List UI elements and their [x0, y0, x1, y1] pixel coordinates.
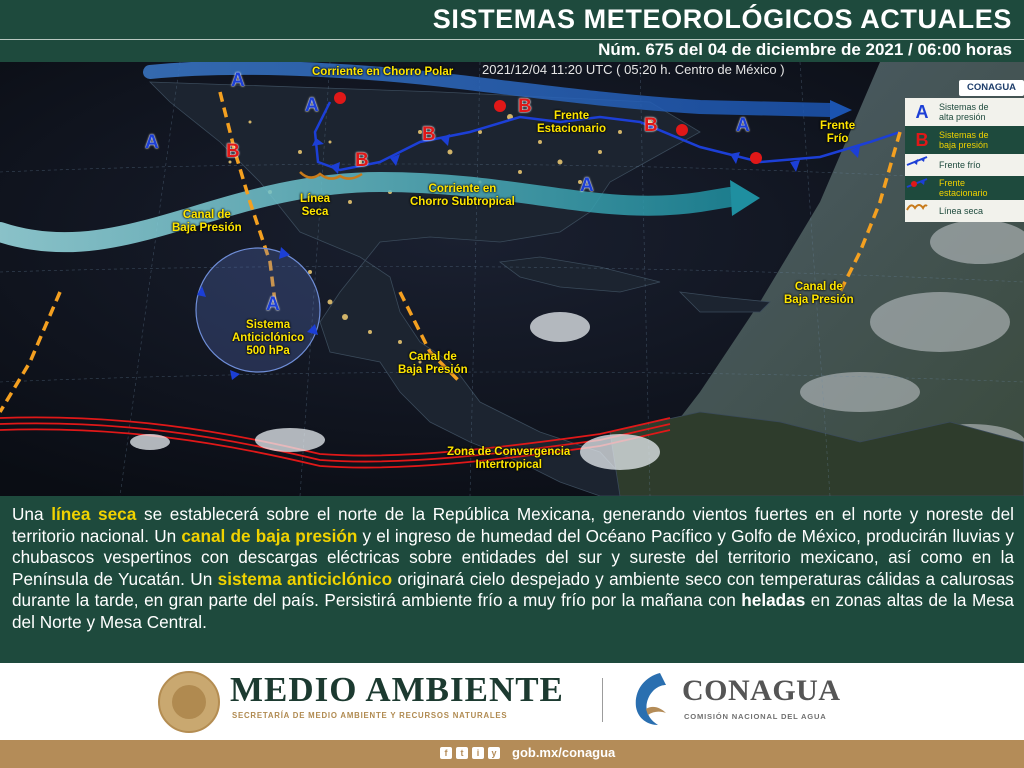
website-link[interactable]: gob.mx/conagua	[512, 745, 616, 760]
logo-divider	[602, 678, 603, 722]
highlight-frost: heladas	[741, 590, 806, 611]
high-pressure-symbol: A	[305, 95, 319, 116]
label-trough-east: Canal de Baja Presión	[784, 281, 854, 306]
label-trough-west: Canal de Baja Presión	[172, 209, 242, 234]
highlight-anticyclone: sistema anticiclónico	[217, 568, 393, 589]
forecast-text: Una línea seca se establecerá sobre el norte de la República Mexicana, generando vientos fuertes en el norte y noreste del territorio nacional. Un canal de baja presión y el ingreso de humedad del Océano Pacífico y Golfo de México, producirán lluvias y chubascos vespertinos con descargas eléctricas sobre entidades del sur y sureste del territorio mexicano, así como en la Península de Yucatán. Un sistema anticiclónico originará cielo despejado y ambiente seco con temperaturas cálidas a calurosas durante la tarde, en gran parte del país. Persistirá ambiente frío a muy frío por la mañana con heladas en zonas altas de la Mesa del Norte y Mesa Central.	[12, 504, 1014, 632]
medio-ambiente-title: MEDIO AMBIENTE	[230, 670, 564, 709]
high-pressure-symbol: A	[580, 175, 594, 196]
youtube-icon[interactable]: y	[488, 747, 500, 759]
low-pressure-icon: B	[915, 129, 929, 150]
medio-ambiente-subtitle: SECRETARÍA DE MEDIO AMBIENTE Y RECURSOS NATURALES	[232, 711, 508, 720]
map-legend	[905, 80, 1024, 216]
label-trough-central: Canal de Baja Presión	[398, 351, 468, 376]
conagua-title: CONAGUA	[682, 674, 841, 707]
highlight-low-pressure-trough: canal de baja presión	[181, 525, 358, 546]
high-pressure-symbol: A	[231, 70, 245, 91]
low-pressure-symbol: B	[422, 124, 436, 145]
satellite-map	[0, 62, 1024, 496]
low-pressure-symbol: B	[644, 115, 658, 136]
high-pressure-symbol: A	[736, 115, 750, 136]
legend-item-low-pressure: B Sistemas de baja presión	[905, 126, 1024, 154]
low-pressure-symbol: B	[355, 150, 369, 171]
legend-item-stationary-front: Frente estacionario	[905, 176, 1024, 200]
bulletin-subtitle: Núm. 675 del 04 de diciembre de 2021 / 06:00 horas	[598, 40, 1012, 59]
page-title: SISTEMAS METEOROLÓGICOS ACTUALES	[432, 4, 1012, 34]
label-itcz: Zona de Convergencia Intertropical	[447, 446, 571, 471]
map-graphics	[0, 62, 1024, 496]
instagram-icon[interactable]: i	[472, 747, 484, 759]
footer	[0, 740, 1024, 768]
legend-item-cold-front: Frente frío	[905, 154, 1024, 176]
highlight-dry-line: línea seca	[51, 504, 137, 524]
legend-item-dry-line: Línea seca	[905, 200, 1024, 222]
institution-logos	[0, 663, 1024, 740]
label-cold-front: Frente Frío	[820, 120, 856, 145]
legend-item-high-pressure: A Sistemas de alta presión	[905, 98, 1024, 126]
forecast-description	[0, 496, 1024, 663]
label-subtropical-jet: Corriente en Chorro Subtropical	[410, 183, 515, 208]
mexico-coat-of-arms-icon	[158, 671, 220, 733]
label-anticyclone: Sistema Anticiclónico 500 hPa	[232, 319, 305, 357]
twitter-icon[interactable]: t	[456, 747, 468, 759]
high-pressure-icon: A	[915, 101, 929, 122]
conagua-subtitle: COMISIÓN NACIONAL DEL AGUA	[684, 712, 827, 721]
label-dry-line: Línea Seca	[300, 193, 331, 218]
header	[0, 0, 1024, 62]
legend-conagua-logo: CONAGUA	[959, 80, 1024, 96]
label-stationary-front: Frente Estacionario	[537, 110, 607, 135]
low-pressure-symbol: B	[518, 96, 532, 117]
conagua-logo-icon	[626, 669, 674, 729]
satellite-timestamp: 2021/12/04 11:20 UTC ( 05:20 h. Centro de México )	[482, 62, 785, 77]
label-polar-jet: Corriente en Chorro Polar	[312, 66, 454, 78]
high-pressure-symbol: A	[145, 132, 159, 153]
facebook-icon[interactable]: f	[440, 747, 452, 759]
low-pressure-symbol: B	[226, 141, 240, 162]
social-icons	[440, 747, 500, 759]
high-pressure-symbol: A	[266, 294, 280, 315]
